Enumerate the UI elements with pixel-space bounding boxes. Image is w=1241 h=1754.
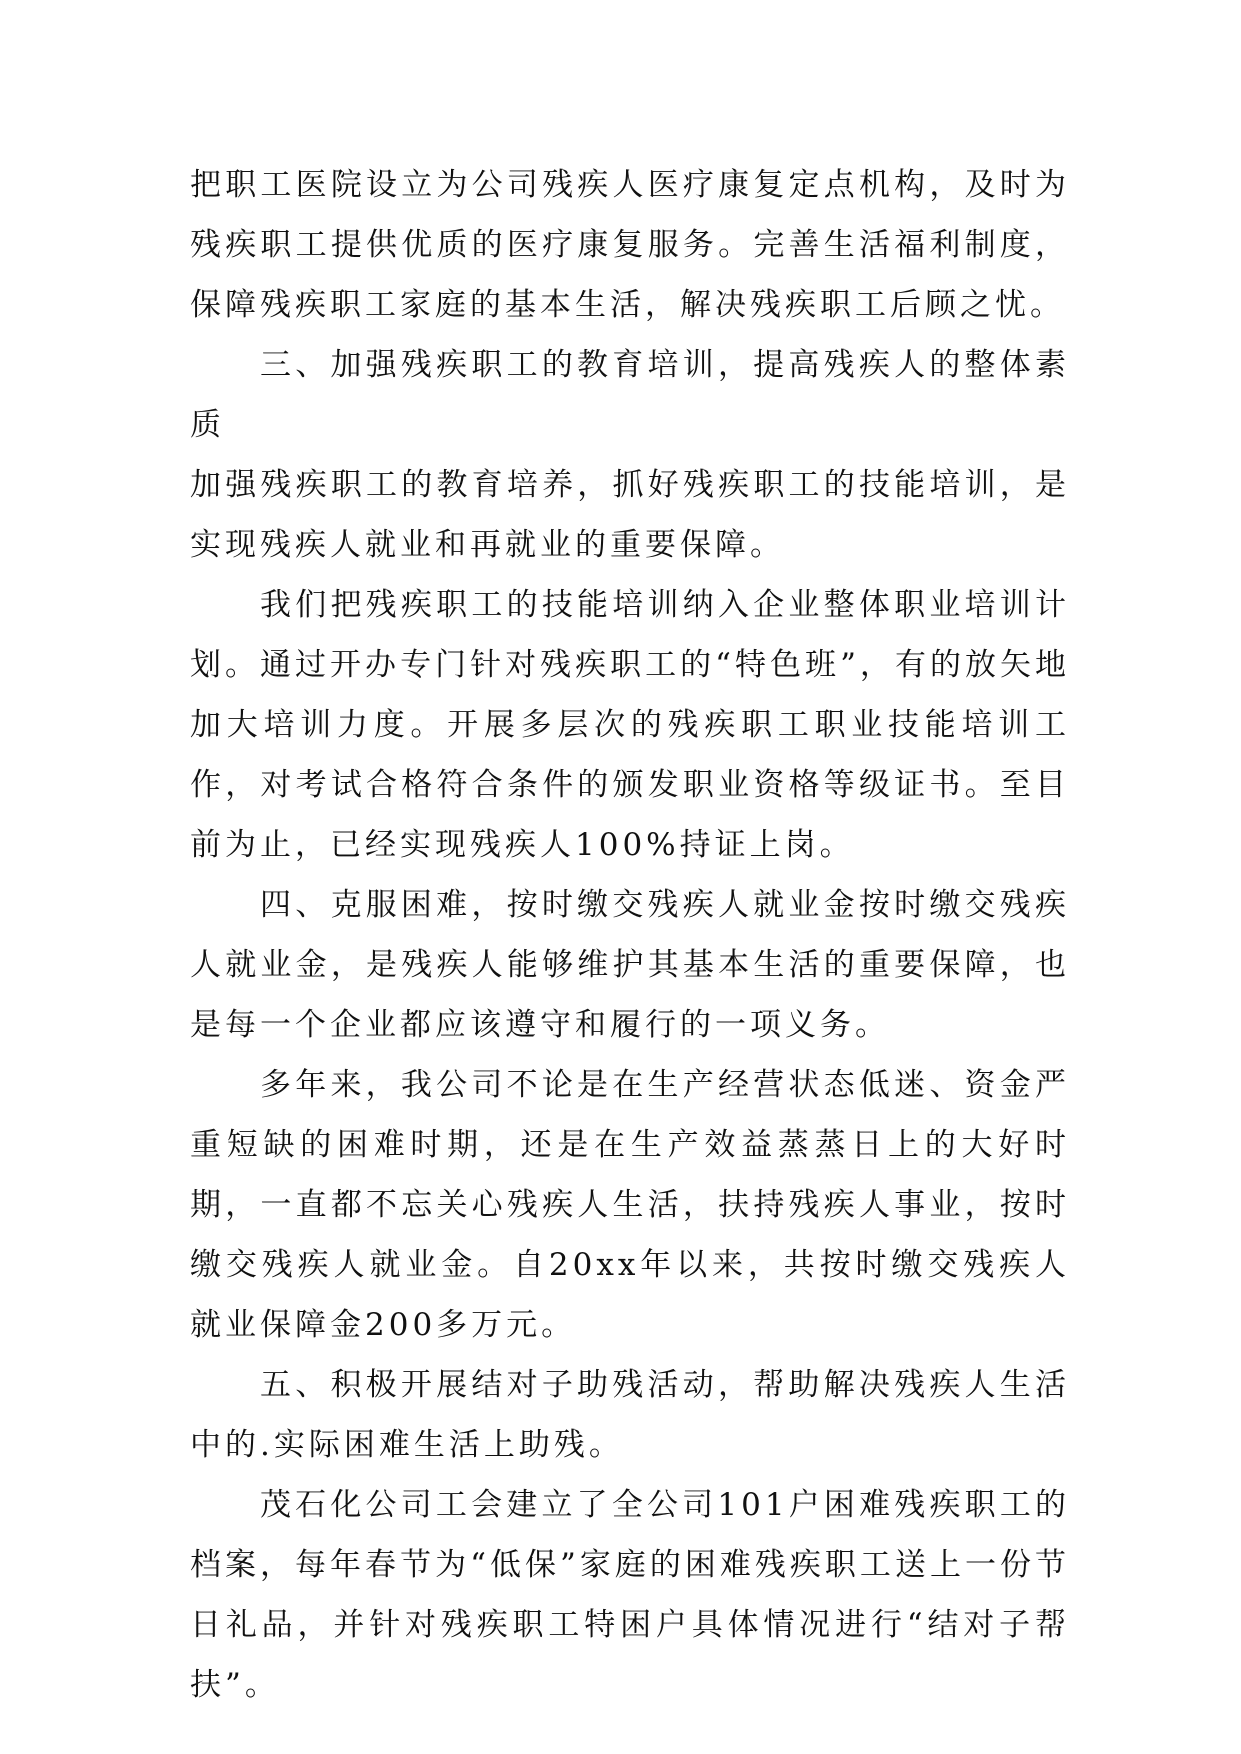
paragraph-4: 多年来，我公司不论是在生产经营状态低迷、资金严重短缺的困难时期，还是在生产效益蒸蒸日上的大好时期，一直都不忘关心残疾人生活，扶持残疾人事业，按时缴交残疾人就业金。自20xx年以来，共按时缴交残疾人就业保障金200多万元。 <box>190 1067 1070 1343</box>
document-page <box>190 155 1070 1715</box>
paragraph-3: 我们把残疾职工的技能培训纳入企业整体职业培训计划。通过开办专门针对残疾职工的“特色班”，有的放矢地加大培训力度。开展多层次的残疾职工职业技能培训工作，对考试合格符合条件的颁发职业资格等级证书。至目前为止，已经实现残疾人100%持证上岗。 <box>190 587 1070 863</box>
section-heading-4: 四、克服困难，按时缴交残疾人就业金按时缴交残疾人就业金，是残疾人能够维护其基本生活的重要保障，也是每一个企业都应该遵守和履行的一项义务。 <box>190 887 1070 1043</box>
section-heading-5: 五、积极开展结对子助残活动，帮助解决残疾人生活中的.实际困难生活上助残。 <box>190 1367 1070 1463</box>
paragraph-2: 加强残疾职工的教育培养，抓好残疾职工的技能培训，是实现残疾人就业和再就业的重要保障。 <box>190 467 1070 563</box>
section-heading-3: 三、加强残疾职工的教育培训，提高残疾人的整体素质 <box>190 347 1070 443</box>
paragraph-1: 把职工医院设立为公司残疾人医疗康复定点机构，及时为残疾职工提供优质的医疗康复服务。完善生活福利制度，保障残疾职工家庭的基本生活，解决残疾职工后顾之忧。 <box>190 167 1070 323</box>
paragraph-5: 茂石化公司工会建立了全公司101户困难残疾职工的档案，每年春节为“低保”家庭的困难残疾职工送上一份节日礼品，并针对残疾职工特困户具体情况进行“结对子帮扶”。 <box>190 1487 1070 1703</box>
